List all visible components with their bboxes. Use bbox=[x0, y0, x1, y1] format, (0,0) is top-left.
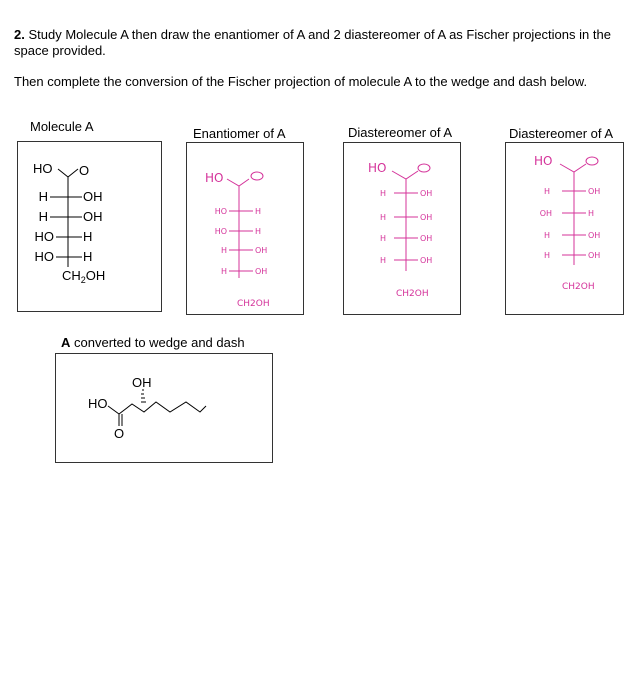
enantiomer-box bbox=[186, 142, 304, 315]
instruction-text: Then complete the conversion of the Fischer projection of molecule A to the wedge and dash below. bbox=[14, 74, 588, 89]
enant-row-3 bbox=[221, 246, 267, 255]
wedge-dash-structure bbox=[56, 354, 272, 462]
wedge-label: A converted to wedge and dash bbox=[61, 335, 245, 350]
dia2-row-1 bbox=[544, 187, 600, 196]
mol-a-row-4 bbox=[35, 249, 93, 264]
svg-text:H: H bbox=[379, 213, 386, 222]
mol-a-bottom: $CH_2OH$ bbox=[62, 268, 106, 285]
dia2-top-ho: HO bbox=[534, 154, 553, 168]
svg-text:H: H bbox=[220, 267, 227, 276]
svg-text:H: H bbox=[379, 189, 386, 198]
svg-text:HO: HO bbox=[214, 227, 227, 236]
dia1-bottom: CH2OH bbox=[396, 289, 429, 299]
dia1-top-ho: HO bbox=[368, 161, 387, 175]
enant-top-ho: HO bbox=[205, 171, 224, 185]
svg-text:OH: OH bbox=[255, 267, 268, 276]
mol-a-row-3 bbox=[35, 229, 93, 244]
wedge-skeleton bbox=[108, 402, 206, 426]
svg-text:OH: OH bbox=[588, 187, 601, 196]
svg-text:H: H bbox=[220, 246, 227, 255]
svg-text:OH: OH bbox=[255, 246, 268, 255]
svg-text:H: H bbox=[38, 209, 48, 224]
hash-bond bbox=[141, 390, 146, 402]
svg-text:H: H bbox=[255, 227, 262, 236]
diastereomer-1-box bbox=[343, 142, 461, 315]
mol-a-row-2 bbox=[39, 209, 103, 224]
svg-text:H: H bbox=[588, 209, 595, 218]
svg-text:H: H bbox=[38, 189, 48, 204]
question-text bbox=[14, 27, 624, 59]
enant-row-4 bbox=[221, 267, 267, 276]
wedge-oh: OH bbox=[132, 375, 152, 390]
molecule-a-box bbox=[17, 141, 162, 312]
question-number: 2. bbox=[14, 27, 25, 42]
label-molecule-a: Molecule A bbox=[30, 119, 94, 134]
svg-text:OH: OH bbox=[588, 231, 601, 240]
mol-a-top-ho: HO bbox=[33, 161, 53, 176]
diastereomer-2-box bbox=[505, 142, 624, 315]
svg-text:HO: HO bbox=[34, 249, 54, 264]
dia2-bottom: CH2OH bbox=[562, 282, 595, 292]
wedge-o: O bbox=[114, 426, 125, 441]
enant-row-1 bbox=[215, 207, 261, 216]
mol-a-row-1 bbox=[39, 189, 103, 204]
label-diastereomer-2: Diastereomer of A bbox=[509, 126, 614, 141]
svg-text:H: H bbox=[543, 187, 550, 196]
wedge-dash-box bbox=[55, 353, 273, 463]
svg-text:OH: OH bbox=[420, 189, 433, 198]
label-diastereomer-1: Diastereomer of A bbox=[348, 125, 453, 140]
diastereomer-2-fischer bbox=[506, 143, 623, 314]
svg-text:OH: OH bbox=[588, 251, 601, 260]
svg-text:OH: OH bbox=[420, 234, 433, 243]
svg-text:H: H bbox=[255, 207, 262, 216]
dia2-row-3 bbox=[544, 231, 600, 240]
dia2-row-4 bbox=[544, 251, 600, 260]
svg-text:HO: HO bbox=[34, 229, 54, 244]
svg-text:OH: OH bbox=[420, 213, 433, 222]
question-body: Study Molecule A then draw the enantiomer of A and 2 diastereomer of A as Fischer projections in the space provided. bbox=[14, 27, 611, 58]
svg-text:HO: HO bbox=[214, 207, 227, 216]
dia2-row-2 bbox=[540, 209, 594, 218]
diastereomer-1-fischer bbox=[344, 143, 460, 314]
svg-text:H: H bbox=[83, 249, 93, 264]
svg-text:H: H bbox=[543, 251, 550, 260]
wedge-ho: HO bbox=[88, 396, 108, 411]
svg-text:OH: OH bbox=[83, 209, 103, 224]
svg-text:OH: OH bbox=[539, 209, 552, 218]
enantiomer-fischer bbox=[187, 143, 303, 314]
svg-text:H: H bbox=[379, 256, 386, 265]
enant-bottom: CH2OH bbox=[237, 299, 270, 309]
enant-row-2 bbox=[215, 227, 261, 236]
label-enantiomer: Enantiomer of A bbox=[193, 126, 286, 141]
molecule-a-fischer bbox=[18, 142, 161, 311]
svg-text:H: H bbox=[543, 231, 550, 240]
svg-text:OH: OH bbox=[420, 256, 433, 265]
svg-text:OH: OH bbox=[83, 189, 103, 204]
mol-a-carbonyl-o: O bbox=[79, 163, 90, 178]
svg-text:H: H bbox=[83, 229, 93, 244]
svg-text:H: H bbox=[379, 234, 386, 243]
